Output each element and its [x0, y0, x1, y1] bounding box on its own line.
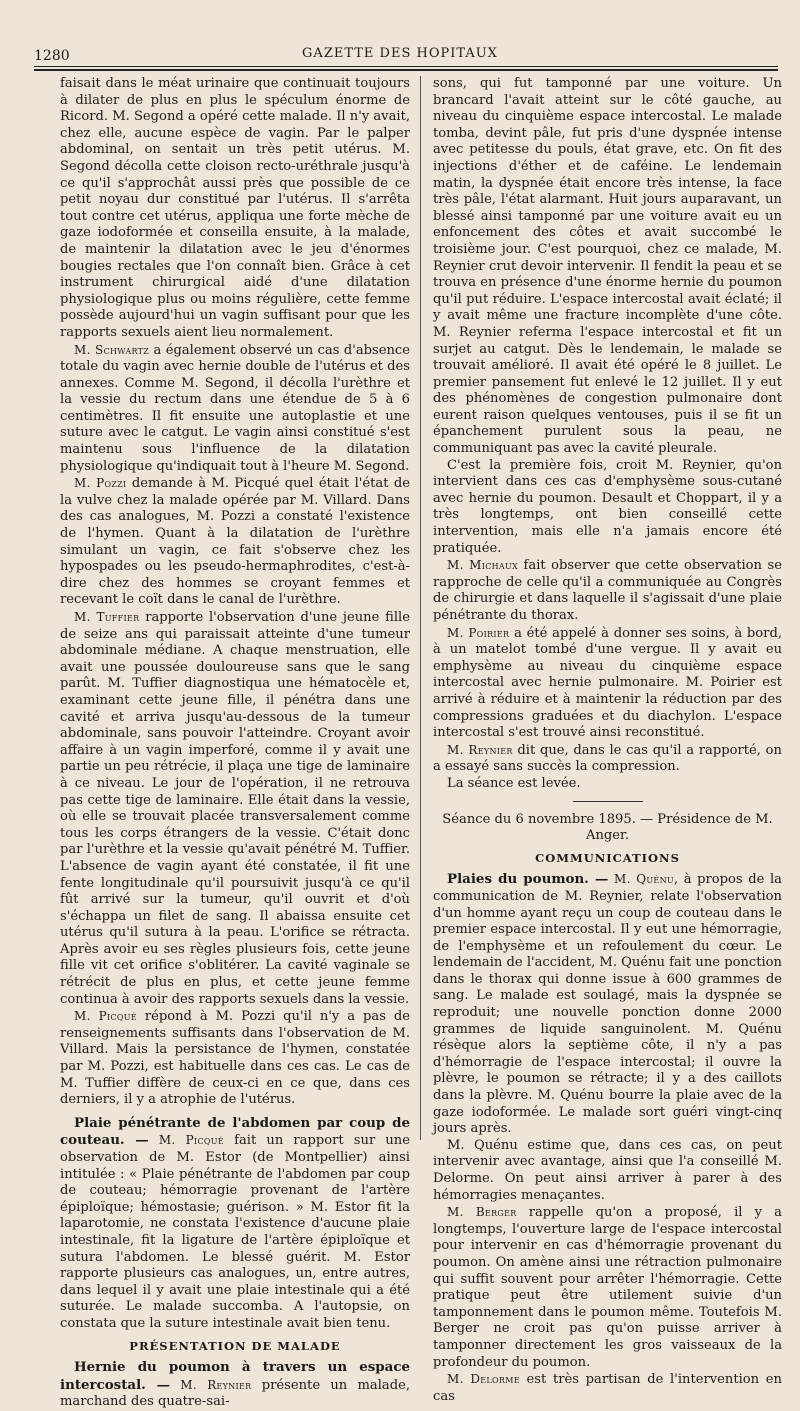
section-heading: PRÉSENTATION DE MALADE [129, 1338, 341, 1353]
speaker-name: M. Schwartz [74, 342, 150, 357]
paragraph-text: présente un malade, marchand des quatre-sai- [60, 1377, 410, 1410]
paragraph-text: rappelle qu'on a proposé, il y a longtemps, l'ouverture large de l'espace intercostal pour intervenir en cas d'hémorragie provenant du poumon. On amène ainsi une rétraction pulmonaire qui suffit souvent pour arrêter l'hémorragie. Cette pratique peut être utilement suivie d'un tamponnement dans le poumon même. Toutefois M. Berger ne croit pas qu'on puisse arriver à tamponner directement les gros vaisseaux de la profondeur du poumon. [433, 1205, 782, 1370]
paragraph [433, 458, 782, 558]
paragraph [433, 76, 782, 458]
paragraph [60, 76, 410, 342]
speaker-name: M. Quénu [613, 872, 674, 887]
section-heading: COMMUNICATIONS [535, 850, 680, 865]
running-title: GAZETTE DES HOPITAUX [302, 46, 498, 61]
left-column [60, 76, 421, 1410]
paragraph [433, 742, 782, 776]
paragraph-text: a été appelé à donner ses soins, à bord, à un matelot tombé d'une vergue. Il y avait eu emphysème au niveau du cinquième espace intercostal avec hernie pulmonaire. M. Poirier est arrivé à réduire et à maintenir la réduction par des compressions graduées et du diachylon. L'espace intercostal s'est trouvé ainsi reconstitué. [433, 625, 782, 741]
paragraph [60, 1359, 410, 1411]
page-number: 1280 [34, 48, 70, 64]
paragraph [433, 1371, 782, 1405]
section-title: Hernie du poumon à travers un espace intercostal. — [60, 1359, 410, 1393]
right-column [421, 76, 782, 1404]
paragraph [60, 475, 410, 609]
paragraph-text: répond à M. Pozzi qu'il n'y a pas de renseignements suffisants dans l'observation de M. Villard. Mais la persistance de l'hymen, constatée par M. Pozzi, est habituelle dans ces cas. Le cas de M. Tuffier diffère de ceux-ci en ce que, dans ces derniers, il y a atrophie de l'utérus. [60, 1009, 410, 1108]
speaker-name: M. Reynier [180, 1377, 252, 1392]
paragraph-text: , à propos de la communication de M. Reynier, relate l'observation d'un homme ayant reçu un coup de couteau dans le premier espace intercostal. Il y eut une hémorragie, de l'emphysème et un refoulement du cœur. Le lendemain de l'accident, M. Quénu fait une ponction dans le thorax qui donne issue à 600 grammes de sang. Le malade est soulagé, mais la dyspnée se reproduit; une nouvelle ponction donne 2000 grammes de liquide sanguinolent. M. Quénu résèque alors la septième côte, il n'y a pas d'hémorragie de l'espace intercostal; il ouvre la plèvre, le poumon se rétracte; il y a des caillots dans la plèvre. M. Quénu bourre la plaie avec de la gaze iodoformée. Le malade sort guéri vingt-cinq jours après. [433, 872, 782, 1137]
paragraph [60, 1115, 410, 1333]
speaker-name: M. Picqué [74, 1009, 137, 1024]
section-title: Plaie pénétrante de l'abdomen par coup de couteau. — [60, 1114, 410, 1149]
section-title: Plaies du poumon. — [447, 871, 609, 888]
paragraph-text: La séance est levée. [447, 775, 581, 791]
paragraph-text: M. Quénu estime que, dans ces cas, on peut intervenir avec avantage, ainsi que l'a conseillé M. Delorme. On peut ainsi arriver à parer à des hémorragies menaçantes. [433, 1137, 782, 1203]
paragraph-text: fait un rapport sur une observation de M. Estor (de Montpellier) ainsi intitulée : « Plaie pénétrante de l'abdomen par coup de couteau; hémorragie provenant de l'artère épiploïque; hémostasie; guérison. » M. Estor fit la laparotomie, ne constata l'existence d'aucune plaie intestinale, fit la ligature de l'artère épiploïque et sutura l'abdomen. Le blessé guérit. M. Estor rapporte plusieurs cas analogues, un, entre autres, dans lequel il y avait une plaie intestinale qui a été suturée. Le malade succomba. A l'autopsie, on constata que la suture intestinale avait bien tenu. [60, 1133, 410, 1331]
session-heading: Séance du 6 novembre 1895. — Présidence de M. Anger. [442, 811, 773, 844]
paragraph [433, 557, 782, 624]
paragraph [60, 1008, 410, 1109]
header-rule [34, 66, 778, 71]
paragraph [433, 871, 782, 1138]
paragraph [433, 776, 782, 793]
divider [573, 801, 643, 802]
paragraph-text: est très partisan de l'intervention en cas [433, 1372, 782, 1404]
speaker-name: M. Poirier [447, 625, 510, 640]
paragraph-text: rapporte l'observation d'une jeune fille de seize ans qui paraissait atteinte d'une tumeur abdominale médiane. A chaque menstruation, elle avait une poussée douloureuse sans que le sang parût. M. Tuffier diagnostiqua une hématocèle et, examinant cette jeune fille, il pénétra dans une cavité et arriva jusqu'au-dessous de la tumeur abdominale, sans pouvoir l'atteindre. Croyant avoir affaire à un vagin imperforé, comme il y avait une partie un peu rétrécie, il plaça une tige de laminaire à ce niveau. Le jour de l'opération, il ne retrouva pas cette tige de laminaire. Elle était dans la vessie, où elle se trouvait placée transversalement comme tous les corps étrangers de la vessie. C'était donc par l'urèthre et la vessie qu'avait pénétré M. Tuffier. L'absence de vagin ayant été constatée, il fit une fente longitudinale qu'il poursuivit jusqu'à ce qu'il fût arrivé sur la tumeur, qu'il ouvrit et d'où s'échappa un filet de sang. Il abaissa ensuite cet utérus qu'il sutura à la peau. L'orifice se rétracta. Après avoir eu ses règles plusieurs fois, cette jeune fille vit cet orifice s'oblitérer. La cavité vaginale se rétrécit de plus en plus, et cette jeune femme continua à avoir des rapports sexuels dans la vessie. [60, 610, 410, 1007]
paragraph-text: demande à M. Picqué quel était l'état de la vulve chez la malade opérée par M. Villard. Dans des cas analogues, M. Pozzi a constaté l'existence de l'hymen. Quant à la dilatation de l'urèthre simulant un vagin, ce fait s'observe chez les hypospades ou les pseudo-hermaphrodites, c'est-à-dire chez des hommes se croyant femmes et recevant le coït dans le canal de l'urèthre. [60, 476, 410, 608]
paragraph-text: sons, qui fut tamponné par une voiture. Un brancard l'avait atteint sur le côté gauche, au niveau du cinquième espace intercostal. Le malade tomba, devint pâle, fut pris d'une dyspnée intense avec petitesse du pouls, état grave, etc. On fit des injections d'éther et de caféine. Le lendemain matin, la dyspnée était encore très intense, la face très pâle, l'état alarmant. Huit jours auparavant, un blessé ainsi tamponné par une voiture avait eu un enfoncement des côtes et avait succombé le troisième jour. C'est pourquoi, chez ce malade, M. Reynier crut devoir intervenir. Il fendit la peau et se trouva en présence d'une énorme hernie du poumon qu'il put réduire. L'espace intercostal avait éclaté; il y avait même une fracture incomplète d'une côte. M. Reynier referma l'espace intercostal et fit un surjet au catgut. Dès le lendemain, le malade se trouvait amélioré. Il avait été opéré le 8 juillet. Le premier pansement fut enlevé le 12 juillet. Il y eut des phénomènes de congestion pulmonaire dont eurent raison quelques ventouses, puis il se fit un épanchement purulent sous la peau, ne communiquant pas avec la cavité pleurale. [433, 76, 782, 457]
paragraph [60, 342, 410, 476]
paragraph-text: a également observé un cas d'absence totale du vagin avec hernie double de l'utérus et des annexes. Comme M. Segond, il décolla l'urèthre et la vessie du rectum dans une étendue de 5 à 6 centimètres. Il fit ensuite une autoplastie et une suture avec le catgut. Le vagin ainsi constitué s'est maintenu sous l'influence de la dilatation physiologique qu'indiquait tout à l'heure M. Segond. [60, 342, 410, 474]
paragraph-text: C'est la première fois, croit M. Reynier, qu'on intervient dans ces cas d'emphysème sous-cutané avec hernie du poumon. Desault et Choppart, il y a très longtemps, ont bien conseillé cette intervention, mais elle n'a jamais encore été pratiquée. [433, 457, 782, 556]
paragraph [433, 1204, 782, 1371]
article-columns [60, 76, 782, 1410]
paragraph [60, 609, 410, 1008]
paragraph [433, 1138, 782, 1204]
speaker-name: M. Picqué [158, 1133, 224, 1148]
speaker-name: M. Tuffier [74, 610, 140, 624]
paragraph-text: faisait dans le méat urinaire que continuait toujours à dilater de plus en plus le spéculum énorme de Ricord. M. Segond a opéré cette malade. Il n'y avait, chez elle, aucune espèce de vagin. Par le palper abdominal, on sentait un très petit utérus. M. Segond décolla cette cloison recto-uréthrale jusqu'à ce qu'il s'approchât aussi près que possible de ce petit noyau dur constitué par l'utérus. Il s'arrêta tout contre cet utérus, appliqua une forte mèche de gaze iodoformée et conseilla ensuite, à la malade, de maintenir la dilatation avec le jeu d'énormes bougies rectales que l'on connaît bien. Grâce à cet instrument chirurgical aidé d'une dilatation physiologique plus ou moins régulière, cette femme possède aujourd'hui un vagin suffisant pour que les rapports sexuels aient lieu normalement. [60, 76, 410, 340]
paragraph [433, 625, 782, 742]
speaker-name: M. Berger [447, 1205, 517, 1220]
paragraph-text: fait observer que cette observation se rapproche de celle qu'il a communiquée au Congrès de chirurgie et dans laquelle il s'agissait d'une plaie pénétrante du thorax. [433, 558, 782, 623]
speaker-name: M. Reynier [447, 742, 513, 757]
speaker-name: M. Delorme [447, 1372, 520, 1387]
paragraph-text: dit que, dans le cas qu'il a rapporté, on a essayé sans succès la compression. [433, 742, 782, 775]
speaker-name: M. Pozzi [74, 476, 127, 491]
speaker-name: M. Michaux [447, 558, 519, 573]
